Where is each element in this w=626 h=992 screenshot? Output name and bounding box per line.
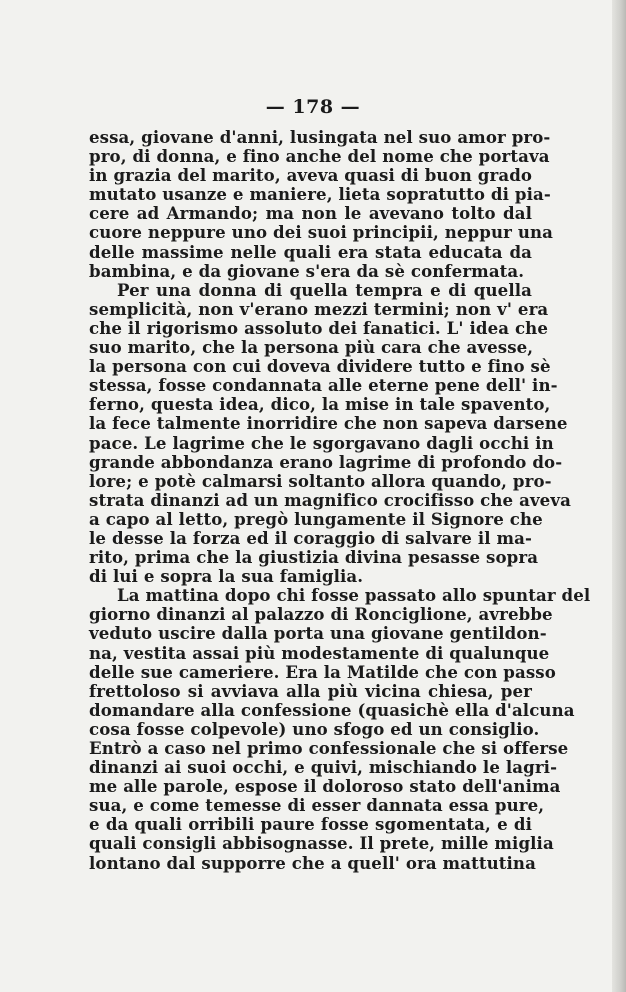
text-line: Per una donna di quella tempra e di quella	[117, 279, 532, 300]
text-line: dinanzi ai suoi occhi, e quivi, mischiando le lagri-	[89, 757, 558, 778]
page-edge-shadow	[612, 0, 626, 992]
text-line: stessa, fosse condannata alle eterne pene dell' in-	[89, 375, 558, 396]
text-line: giorno dinanzi al palazzo di Ronciglione, avrebbe	[89, 604, 553, 625]
text-line: delle massime nelle quali era stata educata da	[89, 241, 532, 262]
text-line: in grazia del marito, aveva quasi di buon grado	[89, 165, 533, 186]
text-line: domandare alla confessione (quasichè ella d'alcuna	[89, 699, 575, 720]
text-line: cosa fosse colpevole) uno sfogo ed un consiglio.	[89, 718, 540, 739]
text-line: e da quali orribili paure fosse sgomentata, e di	[89, 814, 532, 835]
text-line: na, vestita assai più modestamente di qualunque	[89, 642, 550, 663]
text-line: rito, prima che la giustizia divina pesasse sopra	[89, 547, 539, 568]
text-line: strata dinanzi ad un magnifico crocifisso che aveva	[89, 489, 571, 510]
text-line: sua, e come temesse di esser dannata essa pure,	[89, 795, 545, 816]
text-line: me alle parole, espose il doloroso stato dell'anima	[89, 776, 561, 797]
text-line: semplicità, non v'erano mezzi termini; non v' era	[89, 298, 549, 319]
text-line: cere ad Armando; ma non le avevano tolto dal	[89, 203, 532, 224]
text-line: ferno, questa idea, dico, la mise in tale spavento,	[89, 394, 551, 415]
text-line: mutato usanze e maniere, lieta sopratutto di pia-	[89, 184, 551, 205]
text-line: frettoloso si avviava alla più vicina chiesa, per	[89, 680, 532, 701]
text-line: pro, di donna, e fino anche del nome che portava	[89, 146, 550, 167]
text-line: veduto uscire dalla porta una giovane gentildon-	[89, 623, 547, 644]
text-line: che il rigorismo assoluto dei fanatici. L' idea che	[89, 317, 548, 338]
text-line: delle sue cameriere. Era la Matilde che con passo	[89, 661, 556, 682]
page-number: — 178 —	[265, 96, 361, 118]
body-text	[89, 127, 591, 873]
text-line: essa, giovane d'anni, lusingata nel suo amor pro-	[89, 127, 551, 147]
text-line: lontano dal supporre che a quell' ora mattutina	[89, 852, 536, 873]
text-line: suo marito, che la persona più cara che avesse,	[89, 337, 534, 358]
text-line: bambina, e da giovane s'era da sè confermata.	[89, 260, 525, 281]
text-line: la fece talmente inorridire che non sapeva darsene	[89, 413, 568, 434]
text-line: le desse la forza ed il coraggio di salvare il ma-	[89, 527, 533, 548]
text-line: a capo al letto, pregò lungamente il Signore che	[89, 508, 543, 529]
text-line: grande abbondanza erano lagrime di profondo do-	[89, 451, 563, 472]
text-line: cuore neppure uno dei suoi principii, neppur una	[89, 222, 554, 243]
text-line: La mattina dopo chi fosse passato allo spuntar del	[117, 585, 591, 606]
text-line: lore; e potè calmarsi soltanto allora quando, pro-	[89, 470, 552, 491]
text-line: pace. Le lagrime che le sgorgavano dagli occhi in	[89, 432, 554, 453]
text-line: la persona con cui doveva dividere tutto e fino sè	[89, 356, 551, 377]
text-line: quali consigli abbisognasse. Il prete, mille miglia	[89, 833, 554, 854]
text-line: di lui e sopra la sua famiglia.	[89, 566, 364, 587]
text-line: Entrò a caso nel primo confessionale che si offerse	[89, 738, 569, 758]
